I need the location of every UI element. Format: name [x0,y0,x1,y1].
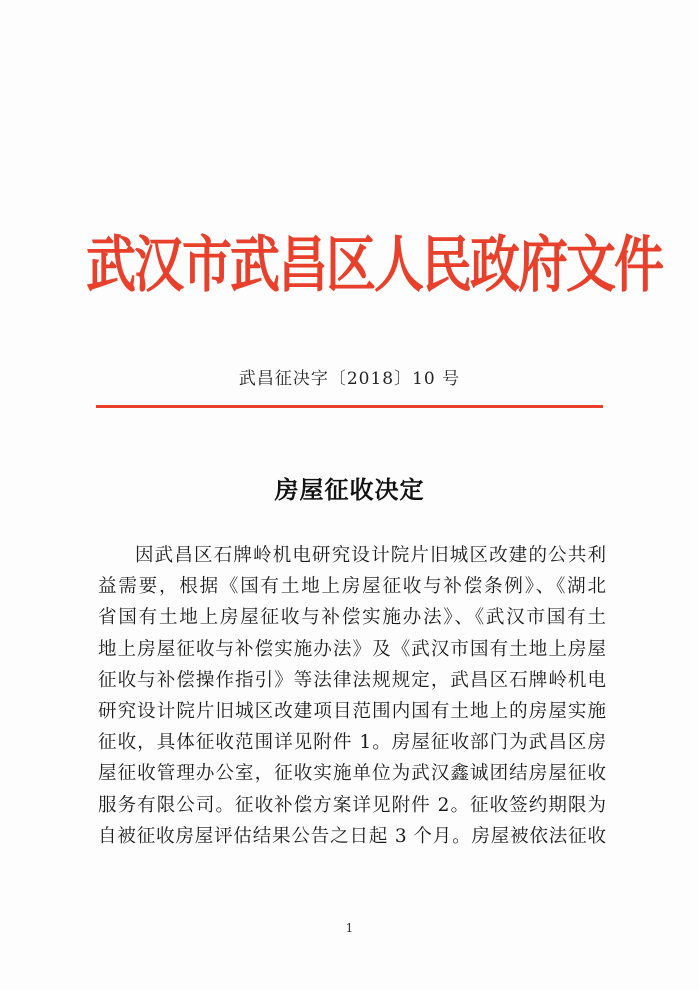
body-line: 因武昌区石牌岭机电研究设计院片旧城区改建的公共利 [135,545,606,566]
body-line: 益需要，根据《国有土地上房屋征收与补偿条例》、《湖北 [98,576,606,598]
body-line: 省国有土地上房屋征收与补偿实施办法》、《武汉市国有土 [98,607,606,629]
body-line: 服务有限公司。征收补偿方案详见附件 2。征收签约期限为 [98,794,606,816]
document-title: 房屋征收决定 [274,476,425,504]
body-line: 征收与补偿操作指引》等法律法规规定，武昌区石牌岭机电 [98,669,606,691]
body-paragraph [98,540,606,852]
body-line: 屋征收管理办公室，征收实施单位为武汉鑫诚团结房屋征收 [98,763,606,785]
body-line: 地上房屋征收与补偿实施办法》及《武汉市国有土地上房屋 [98,638,606,660]
body-line: 研究设计院片旧城区改建项目范围内国有土地上的房屋实施 [98,700,606,722]
red-divider-line [96,405,603,408]
body-line: 自被征收房屋评估结果公告之日起 3 个月。房屋被依法征收 [98,825,606,847]
page-number: 1 [345,921,354,935]
body-line: 征收，具体征收范围详见附件 1。房屋征收部门为武昌区房 [98,732,606,754]
document-number: 武昌征决字〔2018〕10 号 [238,369,461,389]
issuer-title: 武汉市武昌区人民政府文件 [86,229,662,301]
